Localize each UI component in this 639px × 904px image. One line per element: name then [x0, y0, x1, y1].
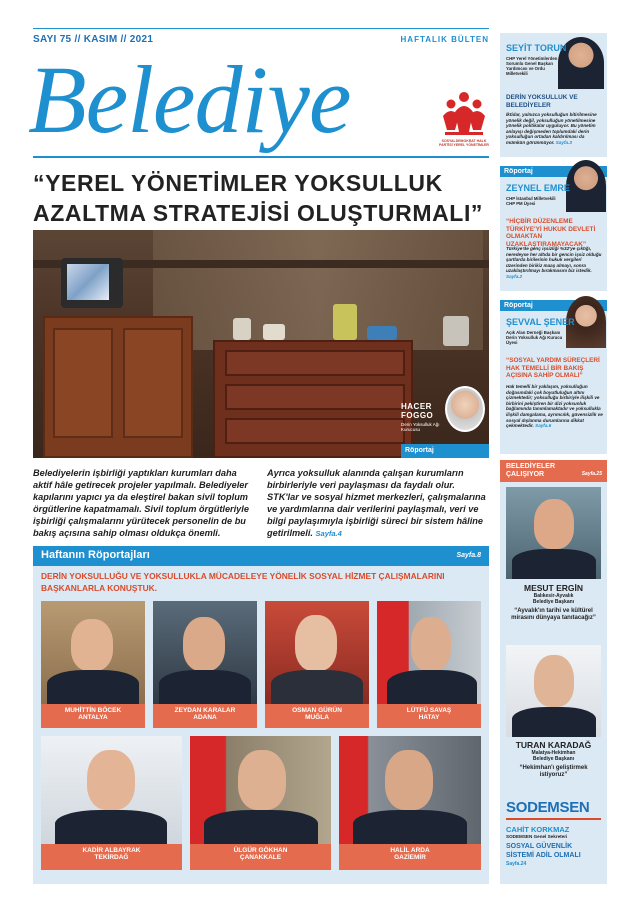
page-reference[interactable]: Sayfa.2	[506, 273, 523, 279]
mayor-photo	[190, 736, 331, 844]
karadag-role: Belediye Başkanı	[532, 756, 575, 762]
mayor-label: ÜLGÜR GÖKHAN ÇANAKKALE	[190, 844, 331, 870]
karadag-photo	[506, 645, 601, 737]
avatar	[566, 160, 606, 212]
sodemsen-rule	[506, 818, 601, 820]
mayor-card[interactable]	[377, 601, 481, 721]
sidebar-quote: DERİN YOKSULLUK VE BELEDİYELER	[506, 94, 578, 109]
page-reference[interactable]: Sayfa.6	[535, 423, 552, 429]
mayor-card[interactable]	[265, 601, 369, 721]
mayor-label: OSMAN GÜRÜN MUĞLA	[265, 704, 369, 728]
ergin-card[interactable]	[506, 583, 601, 622]
municipalities-page[interactable]: Sayfa.25	[581, 471, 602, 477]
headline-line-2: AZALTMA STRATEJİSİ OLUŞTURMALI”	[33, 200, 484, 226]
ergin-role: Belediye Başkanı	[532, 599, 575, 605]
credit-tag: Röportaj	[401, 444, 489, 458]
sodemsen-name: CAHİT KORKMAZ	[506, 825, 570, 834]
sidebar-tag: Röportaj	[500, 166, 607, 177]
mayor-photo	[153, 601, 257, 704]
mayor-label: HALİL ARDA GAZİEMİR	[339, 844, 481, 870]
mayor-photo	[41, 601, 145, 704]
sidebar-text: İktidar, yalnızca yoksulluğun bitirilmesine yönelik değil, yoksulluğun yönetilmesine yönelik politikalar uyguluyor. Bu yönetim anlayışı değişmeden toplumdaki derin yoksulluğun ortadan kaldırılması da mümkün görünmüyor. Sayfa.3	[506, 112, 597, 145]
avatar	[445, 386, 485, 432]
page-reference[interactable]: Sayfa.3	[555, 139, 572, 145]
main-headline	[33, 168, 489, 228]
karadag-place: Malatya-Hekimhan	[531, 750, 576, 756]
ergin-name: MESUT ERGİN	[523, 583, 584, 593]
karadag-quote: “Hekimhan'ı geliştirmek istiyoruz”	[519, 765, 588, 778]
mayor-photo	[265, 601, 369, 704]
mayor-card[interactable]	[153, 601, 257, 721]
cabinet-left	[43, 316, 193, 458]
sidebar-quote: “HİÇBİR DÜZENLEME TÜRKİYE'Yİ HUKUK DEVLETİ OLMAKTAN UZAKLAŞTIRAMAYACAK”	[506, 218, 596, 248]
municipalities-header	[500, 460, 607, 482]
page-reference[interactable]: Sayfa.4	[315, 529, 342, 538]
sodemsen-role: SODEMSEN Genel Sekreteri	[506, 834, 568, 839]
mayor-photo	[41, 736, 182, 844]
bowl-icon	[263, 324, 285, 340]
interviews-title: Haftanın Röportajları	[41, 549, 150, 561]
sidebar-sener[interactable]	[500, 300, 607, 454]
mayor-card[interactable]	[339, 736, 481, 878]
sodemsen-content	[506, 825, 601, 869]
sidebar-tag: Röportaj	[500, 300, 607, 311]
issue-info: SAYI 75 // KASIM // 2021	[33, 34, 154, 45]
sidebar-role: CHP İstanbul Milletvekili CHP PM Üyesi	[506, 196, 556, 206]
logo-caption: SOSYALDEMOKRAT HALK PARTİSİ YEREL YÖNETİMLER	[439, 139, 489, 147]
sidebar-text: Hak temelli bir yaklaşım, yoksulluğun doğasındaki çok boyutluluğun altını çizmektedir; yoksulluğu birbiriyle ilişkili ve birbirini pekiştiren bir dizi yoksunluk bağlamında tanımlamaktadır ve yoksullukla ilişkili damgalama, ayrımcılık, güvensizlik ve sosyal dışlanma durumlarına dikkat çekmektedir. Sayfa.6	[506, 384, 603, 429]
masthead-rule	[33, 156, 489, 158]
sidebar-quote: “SOSYAL YARDIM SÜREÇLERİ HAK TEMELLİ BİR BAKIŞ AÇISINA SAHİP OLMALI”	[506, 357, 600, 379]
jar-icon	[233, 318, 251, 340]
credit-name: HACER FOGGO	[401, 402, 434, 420]
sidebar-name: ZEYNEL EMRE	[506, 183, 570, 193]
page-reference[interactable]: Sayfa.24	[506, 861, 527, 867]
sidebar-name: SEYİT TORUN	[506, 43, 567, 53]
photo-wall	[153, 230, 483, 350]
sidebar-role: CHP Yerel Yönetimlerden Sorumlu Genel Başkan Yardımcısı ve Ordu Milletvekili	[506, 56, 558, 76]
ergin-place: Balıkesir-Ayvalık	[533, 593, 574, 599]
mayor-label: KADİR ALBAYRAK TEKİRDAĞ	[41, 844, 182, 870]
oil-jar-icon	[333, 304, 357, 340]
intro-right: Ayrıca yoksulluk alanında çalışan kurumların birbirleriyle veri paylaşması da faydalı olur. STK'lar ve sosyal hizmet merkezleri, çalışmalarına ve yardımlarına dair verilerini paylaşmalı, veri ve bilgi paylaşımıyla işbirliği süreci bir sistem hâline getirilmeli. Sayfa.4	[267, 468, 486, 538]
photo-credit	[401, 396, 489, 458]
mayor-photo	[377, 601, 481, 704]
sidebar-text: Türkiye'de genç işsizliği %32'ye çıktığı, neredeyse her altıda bir gencin işsiz olduğu şartlarda birilerinin hukuk vergileri üzerinden birikiz maaş almayı, sonra uzaklaştırılmayı bırakmasını biz istedik. Sayfa.2	[506, 246, 602, 279]
ergin-quote: “Ayvalık'ın tarihi ve kültürel mirasını dünyaya tanıtacağız”	[511, 608, 596, 621]
karadag-card[interactable]	[506, 740, 601, 779]
ergin-photo	[506, 487, 601, 579]
sodemsen-headline: SOSYAL GÜVENLİK SİSTEMİ ADİL OLMALI Sayfa.24	[506, 843, 581, 867]
mayor-card[interactable]	[41, 736, 182, 878]
mayor-card[interactable]	[190, 736, 331, 878]
karadag-name: TURAN KARADAĞ	[515, 740, 592, 750]
credit-role: Derin Yoksulluk Ağı Kurucusu	[401, 422, 440, 432]
party-logo-icon	[441, 88, 487, 144]
sidebar-emre[interactable]	[500, 166, 607, 291]
main-photo	[33, 230, 489, 458]
interviews-page[interactable]: Sayfa.8	[456, 552, 481, 559]
blue-basket-icon	[367, 326, 397, 340]
sidebar-role: Açık Alan Derneği Başkanı Derin Yoksulluk Ağı Kurucu Üyesi	[506, 330, 563, 345]
mayor-photo	[339, 736, 481, 844]
cabinet-right	[213, 340, 413, 458]
sidebar-name: ŞEVVAL ŞENER	[506, 317, 575, 327]
mayor-card[interactable]	[41, 601, 145, 721]
mayor-label: MUHİTTİN BÖCEK ANTALYA	[41, 704, 145, 728]
headline-line-1: “YEREL YÖNETİMLER YOKSULLUK	[33, 170, 443, 196]
municipalities-title: BELEDİYELER ÇALIŞIYOR	[506, 463, 556, 478]
issue-bar	[33, 28, 489, 46]
sidebar-torun[interactable]	[500, 33, 607, 157]
sodemsen-logo: SODEMSEN	[506, 799, 590, 816]
intro-left: Belediyelerin işbirliği yaptıkları kurumları daha aktif hâle getirecek projeler yapılmalı. Belediyeler kapılarını yapıcı ya da eleştirel bakan sivil toplum örgütlerine kapatmamalı. Sivil toplum örgütleriyle işbirliği çalışmalarını yürütecek personelin de bu bakış açısına sahip olması oldukça önemli.	[33, 468, 249, 538]
mayor-label: LÜTFÜ SAVAŞ HATAY	[377, 704, 481, 728]
interviews-header	[33, 546, 489, 566]
interviews-subtitle: DERİN YOKSULLUĞU VE YOKSULLUKLA MÜCADELEYE YÖNELİK SOSYAL HİZMET ÇALIŞMALARINI BAŞKANLARLA KONUŞTUK.	[41, 571, 445, 593]
masthead-title: Belediye	[28, 46, 351, 153]
edition-label: HAFTALIK BÜLTEN	[400, 35, 489, 44]
tv-icon	[61, 258, 123, 308]
mayor-label: ZEYDAN KARALAR ADANA	[153, 704, 257, 728]
bucket-icon	[443, 316, 469, 346]
